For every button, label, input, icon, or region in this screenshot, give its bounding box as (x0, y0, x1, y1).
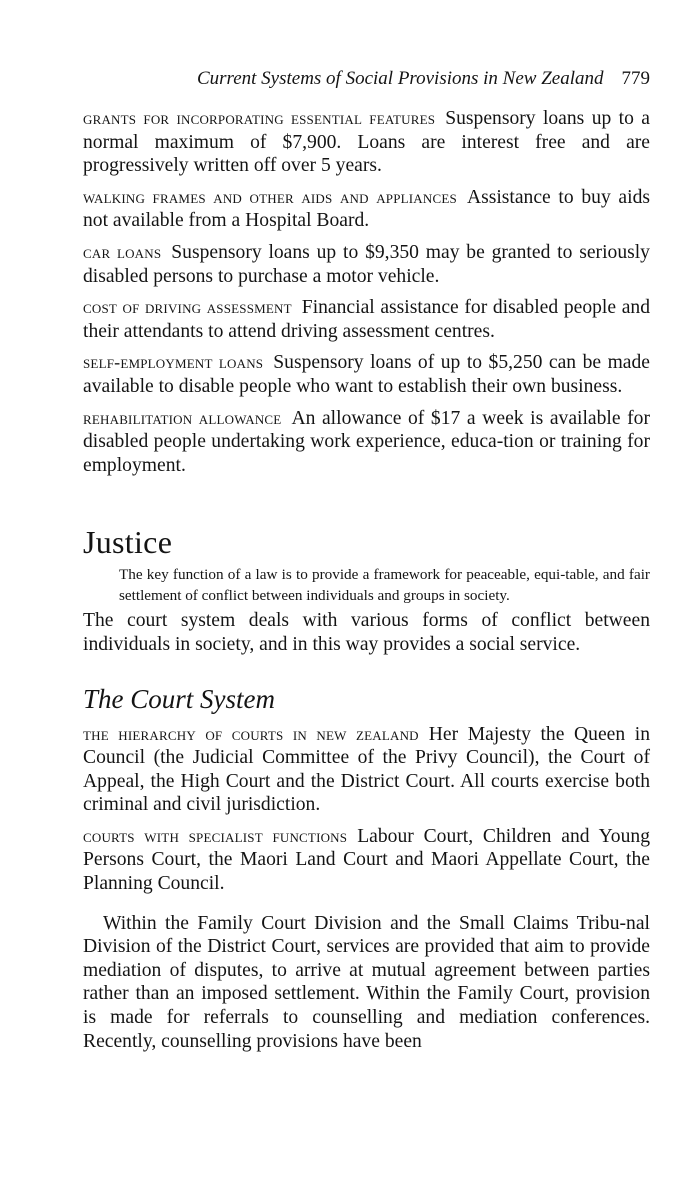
family-court-paragraph: Within the Family Court Division and the Small Claims Tribu-nal Division of the District Court, services are provided that aim to provide mediation of disputes, to arrive at mutual agreement between parties rather than an imposed settlement. Within the Family Court, provision is made for referrals to counselling and mediation conferences. Recently, counselling provisions have been (83, 912, 650, 1052)
justice-quote: The key function of a law is to provide a framework for peaceable, equi-table, and fair settlement of conflict between individuals and groups in society. (119, 566, 650, 604)
entry-text: Her Majesty the Queen in Council (the Judicial Committee of the Privy Council), the Court of Appeal, the High Court and the District Court. All courts exercise both criminal and civil jurisdiction. (83, 723, 650, 816)
running-header (83, 62, 650, 96)
entry-term: rehabilitation allowance (83, 407, 282, 428)
entry-driving-assessment (83, 296, 650, 343)
entry-text: An allowance of $17 a week is available for disabled people undertaking work experience, educa-tion or training for employment. (83, 407, 650, 476)
entry-grants (83, 107, 650, 178)
entry-car-loans (83, 241, 650, 288)
entry-text: Financial assistance for disabled people and their attendants to attend driving assessment centres. (83, 297, 650, 342)
entry-text: Assistance to buy aids not available from a Hospital Board. (83, 186, 650, 232)
section-heading-justice: Justice (83, 524, 173, 561)
page-number: 779 (621, 68, 650, 89)
entry-term: courts with specialist functions (83, 825, 348, 846)
entry-text: Labour Court, Children and Young Persons Court, the Maori Land Court and Maori Appellate Court, the Planning Council. (83, 825, 650, 895)
entry-specialist-courts (83, 825, 650, 896)
entry-term: car loans (83, 241, 162, 262)
entry-term: grants for incorporating essential features (83, 108, 436, 128)
entry-text: Suspensory loans up to a normal maximum of $7,900. Loans are interest free and are progressively written off over 5 years. (83, 108, 650, 177)
entry-term: cost of driving assessment (83, 297, 292, 318)
section-heading-court-system: The Court System (83, 683, 275, 714)
entry-text: Suspensory loans of up to $5,250 can be made available to disable people who want to establish their own business. (83, 352, 650, 397)
justice-intro: The court system deals with various forms of conflict between individuals in society, and in this way provides a social service. (83, 610, 650, 655)
entry-self-employment (83, 351, 650, 398)
entry-term: walking frames and other aids and appliances (83, 186, 457, 207)
entry-term: the hierarchy of courts in new zealand (83, 723, 419, 744)
entry-hierarchy (83, 723, 650, 817)
entry-text: Suspensory loans up to $9,350 may be granted to seriously disabled persons to purchase a motor vehicle. (83, 241, 650, 287)
entry-term: self-employment loans (83, 352, 264, 373)
entry-rehabilitation (83, 407, 650, 478)
running-title: Current Systems of Social Provisions in New Zealand (196, 68, 604, 89)
entry-walking-frames (83, 186, 650, 233)
book-page (83, 62, 650, 1053)
